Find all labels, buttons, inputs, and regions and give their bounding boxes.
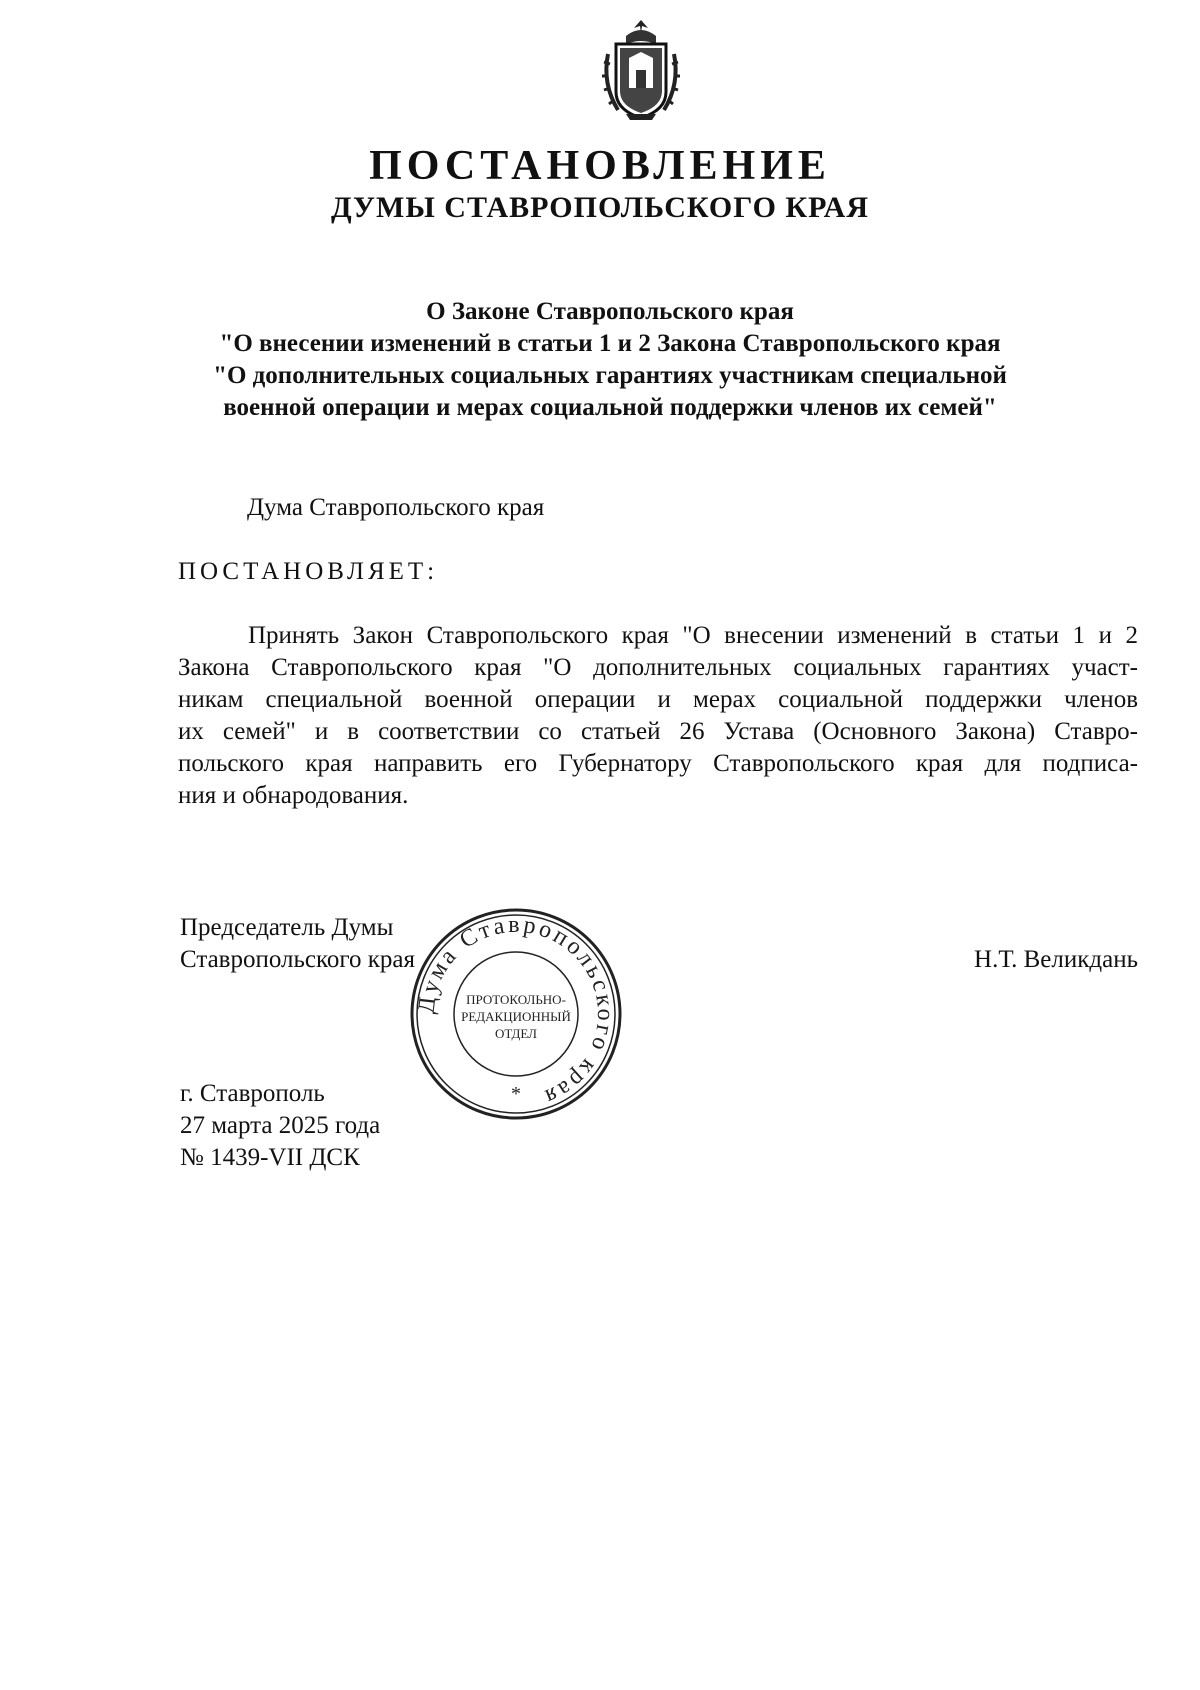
document-title: ПОСТАНОВЛЕНИЕ [369, 143, 831, 189]
paragraph-line: их семей" и в соответствии со статьей 26 Устава (Основного Закона) Ставро- [178, 718, 1138, 745]
stamp-center-line: РЕДАКЦИОННЫЙ [461, 1009, 571, 1024]
decides-label: ПОСТАНОВЛЯЕТ: [178, 558, 439, 585]
stamp-ring-text: Дума Ставропольского края [413, 911, 619, 1111]
heading-line: "О внесении изменений в статьи 1 и 2 Закона Ставропольского края [219, 330, 1001, 357]
resolution-paragraph [178, 620, 1138, 812]
paragraph-line: Закона Ставропольского края "О дополнительных социальных гарантиях участ- [178, 654, 1138, 681]
heading-line: военной операции и мерах социальной поддержки членов их семей" [223, 394, 997, 421]
position-line: Ставропольского края [180, 946, 415, 973]
official-stamp [406, 904, 626, 1124]
position-line: Председатель Думы [180, 914, 394, 941]
paragraph-line: польского края направить его Губернатору Ставропольского края для подписа- [178, 750, 1138, 777]
stamp-star: * [511, 1083, 521, 1105]
coat-of-arms-icon [596, 14, 686, 124]
document-heading [200, 296, 1020, 424]
heading-line: О Законе Ставропольского края [426, 298, 794, 325]
signatory-name: Н.Т. Великдань [974, 946, 1138, 973]
place-and-date [180, 1078, 380, 1174]
document-number: № 1439-VII ДСК [180, 1144, 360, 1171]
paragraph-line: никам специальной военной операции и мерах социальной поддержки членов [178, 686, 1138, 713]
paragraph-line: Принять Закон Ставропольского края "О внесении изменений в статьи 1 и 2 [248, 622, 1138, 649]
date: 27 марта 2025 года [180, 1112, 381, 1139]
document-subtitle: ДУМЫ СТАВРОПОЛЬСКОГО КРАЯ [330, 191, 869, 224]
heading-line: "О дополнительных социальных гарантиях участникам специальной [213, 362, 1007, 389]
issuing-body: Дума Ставропольского края [247, 494, 545, 521]
stamp-center-line: ОТДЕЛ [495, 1026, 537, 1041]
signatory-position [180, 912, 415, 976]
stamp-center-line: ПРОТОКОЛЬНО- [466, 992, 566, 1007]
paragraph-line: ния и обнародования. [178, 782, 409, 809]
city: г. Ставрополь [180, 1080, 325, 1107]
